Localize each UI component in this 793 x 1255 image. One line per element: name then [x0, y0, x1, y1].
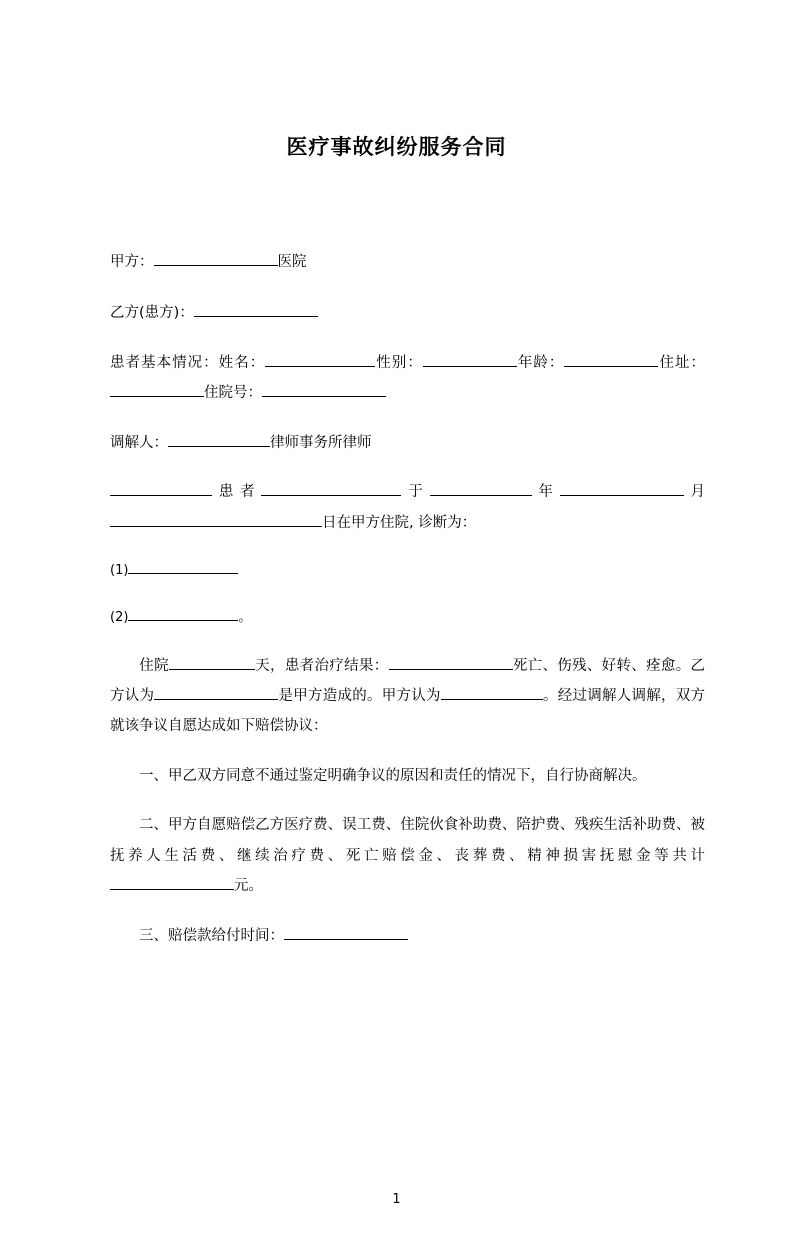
mediator-label: 调解人：	[110, 434, 168, 451]
diagnosis-2-end: 。	[238, 610, 252, 626]
party-a-claim-suffix: 。经过调解人调解，双方就该争议自愿达成如下赔偿协议：	[110, 687, 705, 735]
admission-month-blank	[560, 481, 684, 497]
party-b-line	[110, 297, 705, 330]
clause-3-text: 三、赔偿款给付时间：	[139, 927, 284, 944]
mediator-suffix: 律师事务所律师	[270, 434, 372, 451]
clause-2	[110, 810, 705, 901]
treatment-result-blank	[389, 654, 513, 670]
hospital-stay-unit: 天，患者治疗结果：	[254, 657, 389, 674]
party-a-claim-blank	[441, 684, 543, 700]
admission-day-label: 日在甲方住院, 诊断为：	[322, 514, 477, 531]
hospital-stay-label: 住院	[139, 657, 169, 674]
patient-hospital-no-blank	[262, 382, 386, 398]
clause-2-amount-blank	[110, 875, 234, 891]
admission-day-blank-2	[220, 511, 322, 527]
clause-3-blank	[284, 924, 408, 940]
diagnosis-item-2	[110, 603, 705, 632]
admission-patient-label: 患者	[212, 484, 262, 501]
document-page	[0, 133, 793, 1255]
party-b-claim-prefix: 乙方认为	[110, 657, 706, 704]
clause-2-text-1: 二、甲方自愿赔偿乙方医疗费、误工费、住院伙食补助费、陪护费、残疾生活补助费、被抚养人生活费、继续治疗费、死亡赔偿金、丧葬费、精神损害抚慰金等共计	[110, 817, 705, 864]
patient-gender-label: 性别：	[375, 354, 423, 371]
mediator-blank	[168, 431, 270, 447]
patient-hospital-no-label: 住院号：	[204, 385, 262, 402]
page-title: 医疗事故纠纷服务合同	[286, 135, 507, 159]
patient-age-blank	[564, 351, 658, 367]
party-a-label: 甲方：	[110, 254, 154, 271]
admission-year-blank	[430, 481, 532, 497]
treatment-result-options: 死亡、伤残、好转、痊愈。	[512, 657, 691, 674]
admission-line	[110, 477, 705, 538]
party-b-claim-suffix: 是甲方造成的。甲方认为	[278, 687, 441, 704]
patient-name-blank	[265, 351, 375, 367]
patient-info-line	[110, 348, 705, 409]
party-a-blank	[154, 251, 278, 267]
admission-detail-blank	[261, 481, 401, 497]
diagnosis-item-1	[110, 556, 705, 585]
clause-2-text-2: 元。	[234, 878, 263, 895]
document-body	[0, 246, 793, 952]
party-a-suffix: 医院	[277, 254, 307, 271]
diagnosis-1-label: (1)	[110, 563, 129, 579]
diagnosis-2-blank	[128, 607, 238, 621]
page-number: 1	[392, 1192, 401, 1207]
patient-info-label: 患者基本情况：姓名：	[110, 354, 266, 371]
admission-name-blank	[110, 481, 212, 497]
diagnosis-1-blank	[128, 560, 238, 574]
diagnosis-2-label: (2)	[110, 610, 129, 626]
hospital-stay-paragraph	[110, 651, 705, 742]
clause-1: 一、甲乙双方同意不通过鉴定明确争议的原因和责任的情况下，自行协商解决。	[139, 767, 647, 784]
patient-address-blank	[110, 382, 204, 398]
party-b-label: 乙方(患方)：	[110, 305, 194, 322]
party-a-line	[110, 246, 705, 279]
admission-day-blank	[110, 511, 220, 527]
party-b-blank	[194, 302, 318, 318]
patient-gender-blank	[423, 351, 517, 367]
admission-at-label: 于	[401, 484, 430, 501]
patient-age-label: 年龄：	[516, 354, 565, 371]
admission-year-label: 年	[531, 484, 560, 501]
party-b-claim-blank	[154, 684, 278, 700]
mediator-line	[110, 427, 705, 460]
patient-address-label: 住址：	[658, 354, 706, 371]
clause-3	[110, 920, 705, 953]
hospital-stay-blank	[169, 654, 255, 670]
admission-month-label: 月	[683, 484, 705, 501]
